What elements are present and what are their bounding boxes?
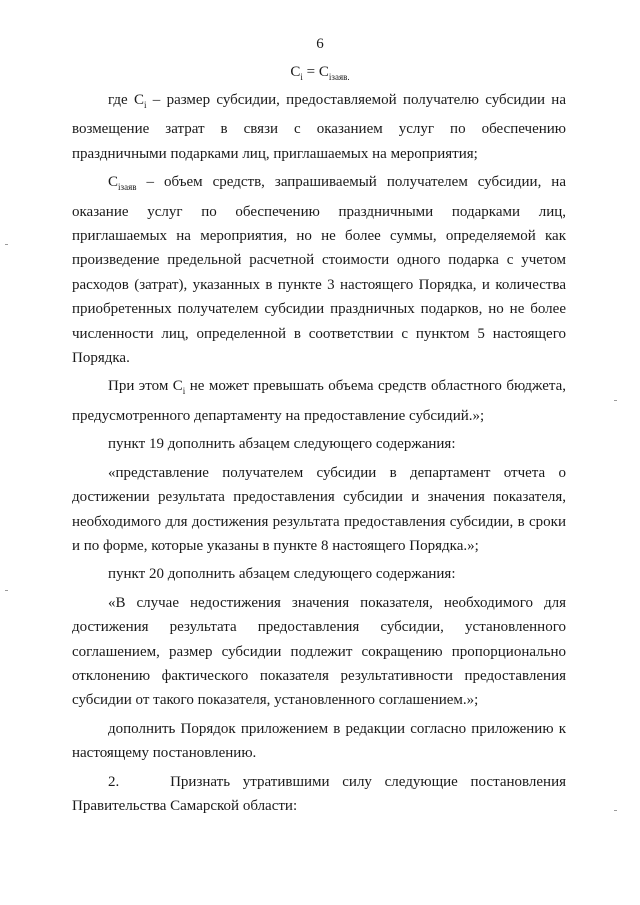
scan-mark: [614, 400, 617, 401]
paragraph-appendix: [72, 717, 566, 766]
paragraph-point-19: [72, 432, 566, 456]
formula-right-sub: iзаяв.: [328, 72, 350, 82]
paragraph-text: При этом С: [108, 378, 183, 395]
paragraph-text: «В случае недостижения значения показателя, необходимого для достижения результата предоставления субсидии, установленного соглашением, размер субсидии подлежит сокращению пропорционально отклонению фактического показателя результативности предоставления субсидии от такого показателя, установленного соглашением.»;: [72, 594, 566, 709]
paragraph-text: где С: [108, 92, 144, 108]
formula-left-sub: i: [300, 72, 303, 82]
paragraph-item-2: [72, 770, 570, 819]
paragraph-text: «представление получателем субсидии в департамент отчета о достижении результата предоставления субсидии и значения показателя, необходимого для достижения результата предоставления субсидии, в сроки и по форме, которые указаны в пункте 8 настоящего Порядка.»;: [72, 464, 566, 554]
paragraph-text: пункт 20 дополнить абзацем следующего содержания:: [108, 566, 456, 583]
paragraph-text: дополнить Порядок приложением в редакции согласно приложению к настоящему постановлению.: [72, 720, 566, 762]
formula-right: C: [318, 64, 329, 80]
paragraph-definition-cizayav: [72, 170, 566, 370]
paragraph-limit: [72, 374, 566, 428]
paragraph-text: пункт 19 дополнить абзацем следующего содержания:: [108, 436, 456, 453]
paragraph-reduction-clause: [72, 591, 566, 713]
paragraph-point-20: [72, 562, 566, 586]
subsidy-formula: [0, 64, 640, 82]
paragraph-text: – размер субсидии, предоставляемой получателю субсидии на возмещение затрат в связи с оказанием услуг по обеспечению праздничными подарками лиц, приглашаемых на мероприятия;: [72, 92, 566, 162]
document-body: [72, 88, 570, 822]
paragraph-text: С: [108, 174, 119, 191]
paragraph-subscript: iзаяв: [118, 182, 137, 193]
paragraph-subscript: i: [143, 100, 147, 110]
paragraph-text: – объем средств, запрашиваемый получателем субсидии, на оказание услуг по обеспечению праздничными подарками лиц, приглашаемых на мероприятия, но не более суммы, определяемой как произведение предельной расчетной стоимости одного подарка с учетом расходов (затрат), указанных в пункте 3 настоящего Порядка, и количества приобретенных получателем субсидии праздничных подарков, но не более численности лиц, определенной в соответствии с пунктом 5 настоящего Порядка.: [72, 174, 566, 367]
scan-mark: [614, 810, 617, 811]
paragraph-text: не может превышать объема средств областного бюджета, предусмотренного департаменту на предоставление субсидий.»;: [72, 378, 566, 424]
page-number: 6: [316, 36, 324, 52]
paragraph-report-clause: [72, 461, 566, 559]
paragraph-text: 2. Признать утратившими силу следующие постановления Правительства Самарской области:: [72, 773, 570, 814]
scan-mark: [5, 590, 8, 591]
formula-left: C: [290, 64, 301, 80]
formula-equals: =: [302, 64, 319, 80]
paragraph-subscript: i: [182, 386, 186, 397]
paragraph-definition-ci: [72, 88, 566, 166]
scan-mark: [5, 244, 8, 245]
